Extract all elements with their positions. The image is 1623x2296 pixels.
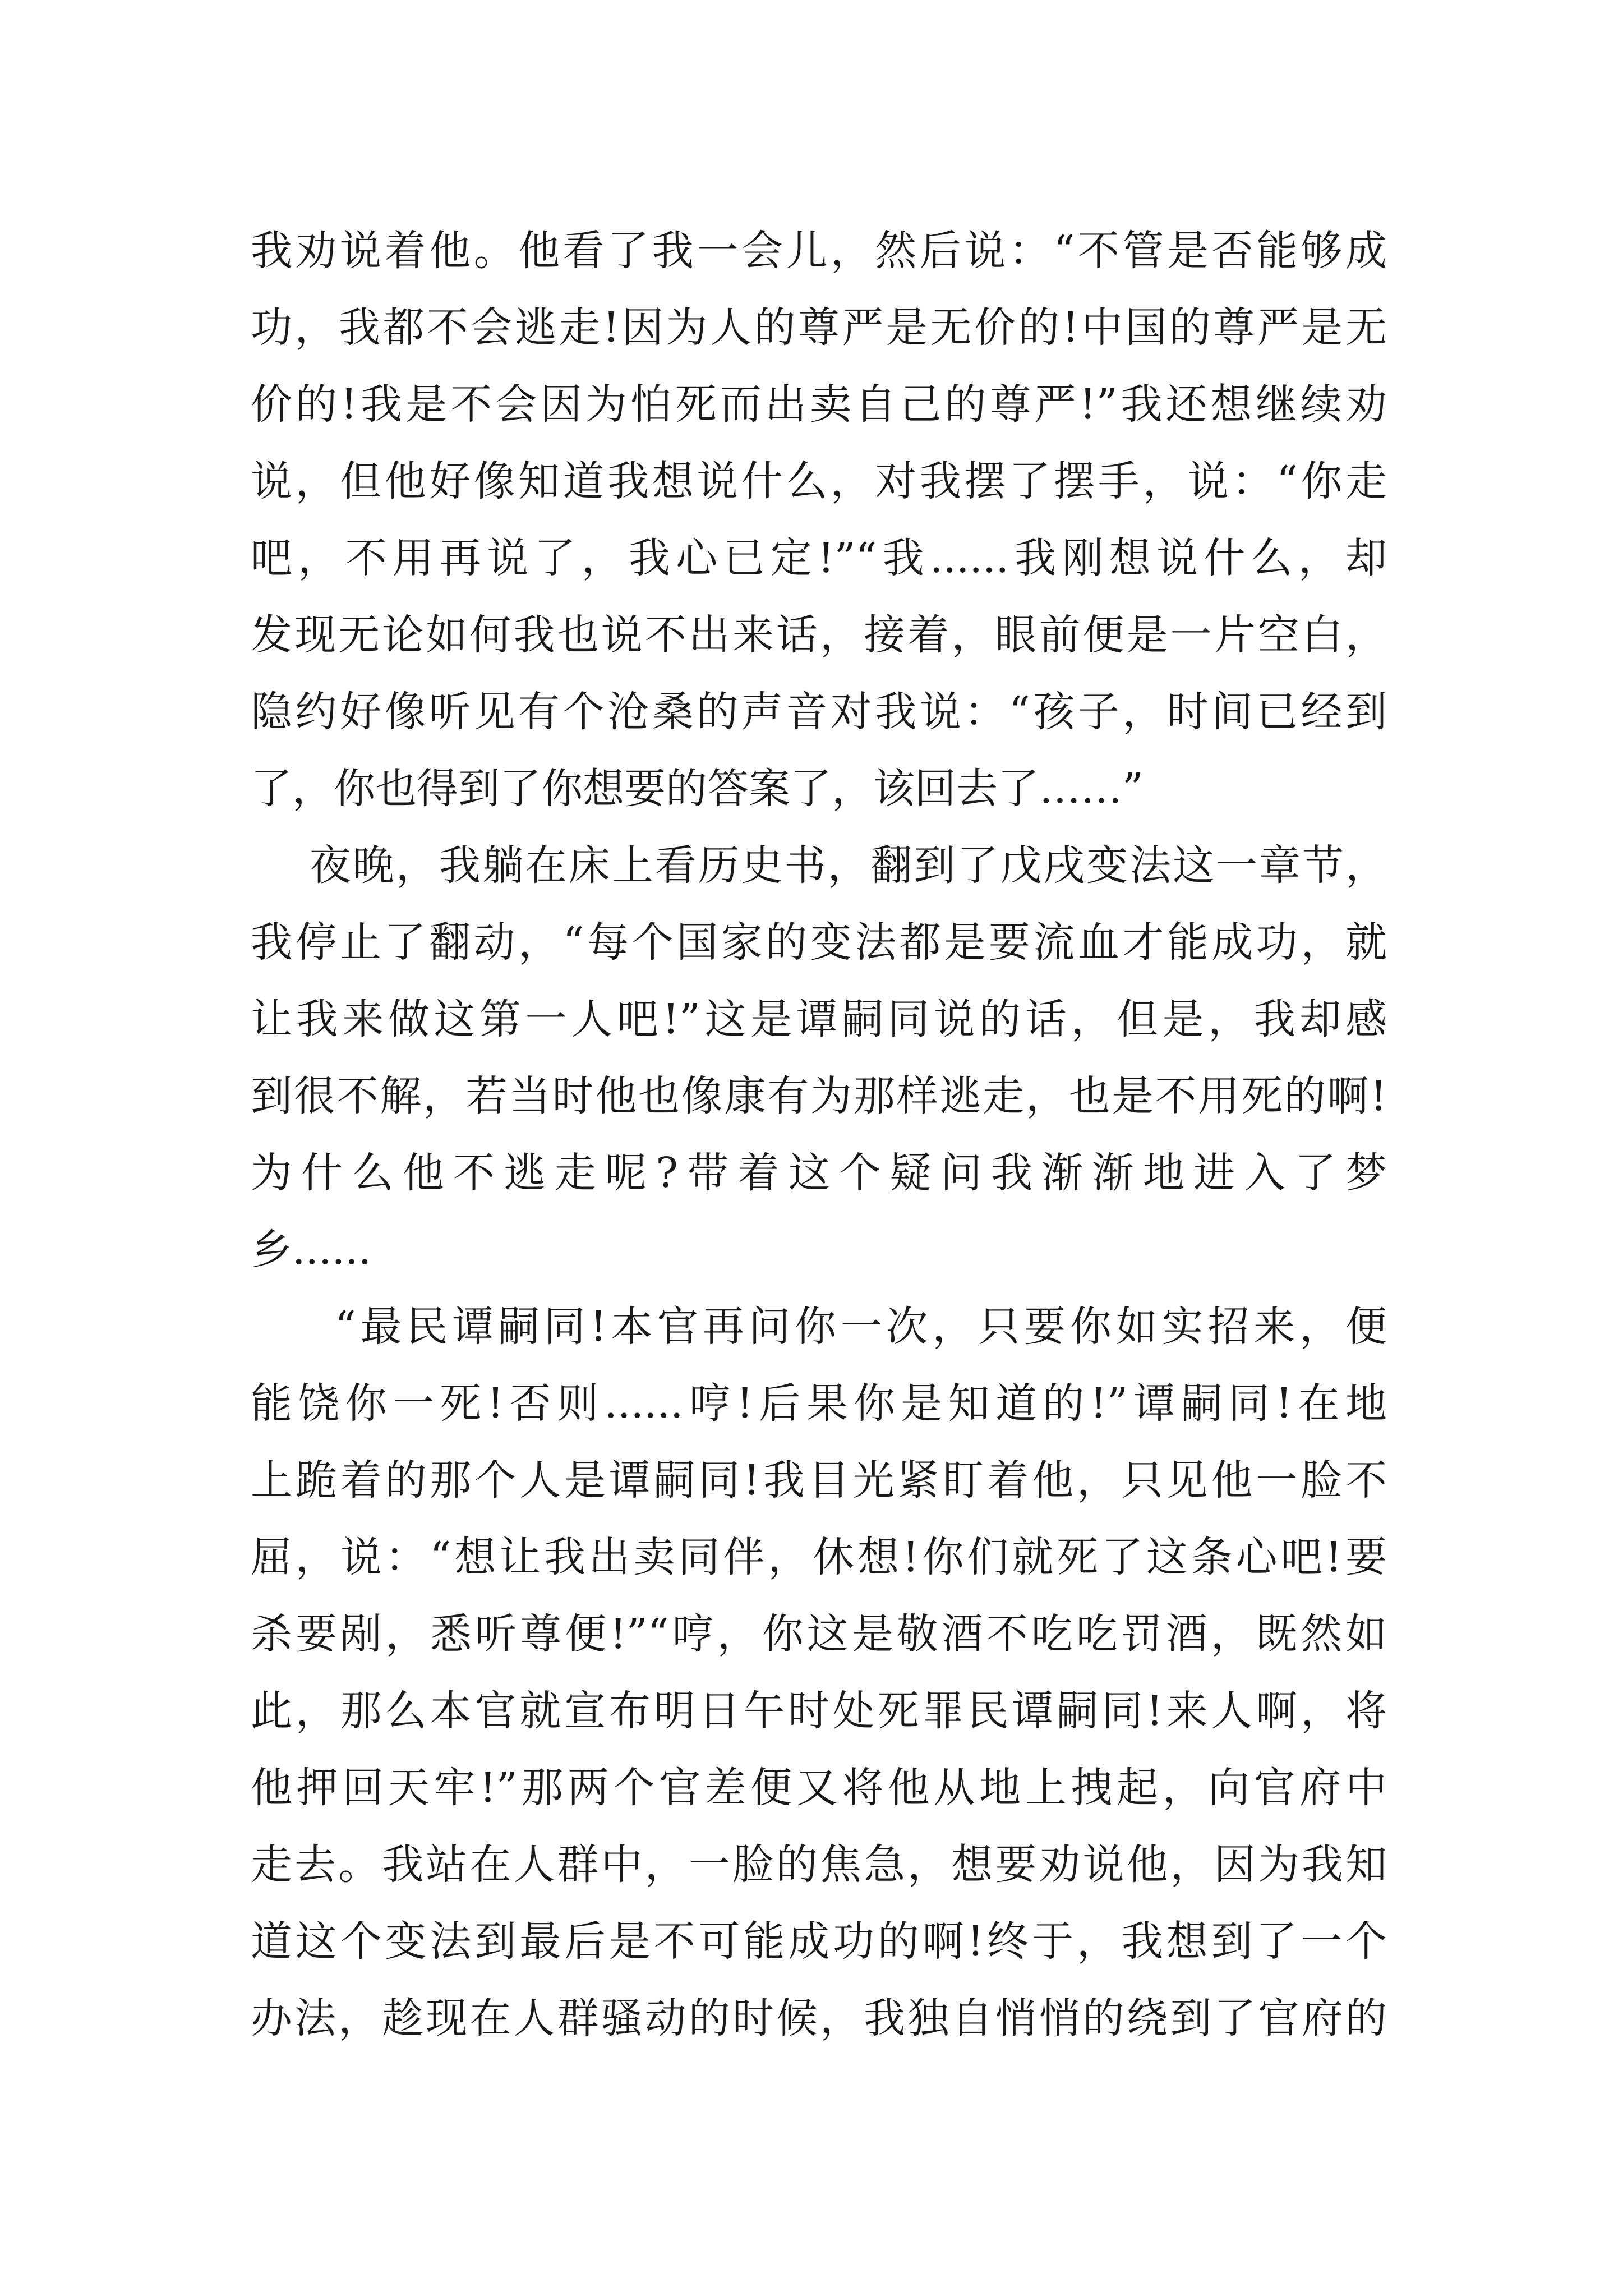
text-line: 发现无论如何我也说不出来话，接着，眼前便是一片空白， bbox=[251, 611, 1387, 659]
text-line: 杀要剐，悉听尊便!”“哼，你这是敬酒不吃吃罚酒，既然如 bbox=[251, 1610, 1387, 1658]
paragraph-1 bbox=[251, 213, 1387, 827]
text-line: 我停止了翻动，“每个国家的变法都是要流血才能成功，就 bbox=[251, 918, 1387, 967]
text-line: 道这个变法到最后是不可能成功的啊!终于，我想到了一个 bbox=[251, 1917, 1387, 1966]
text-line: 他押回天牢!”那两个官差便又将他从地上拽起，向官府中 bbox=[251, 1764, 1387, 1812]
text-line: “最民谭嗣同!本官再问你一次，只要你如实招来，便 bbox=[335, 1303, 1387, 1351]
text-line: 屈，说：“想让我出卖同伴，休想!你们就死了这条心吧!要 bbox=[251, 1533, 1387, 1581]
text-line: 说，但他好像知道我想说什么，对我摆了摆手，说：“你走 bbox=[251, 457, 1387, 505]
text-line: 隐约好像听见有个沧桑的声音对我说：“孩子，时间已经到 bbox=[251, 688, 1387, 736]
text-line: 乡...... bbox=[251, 1226, 372, 1274]
text-line: 此，那么本官就宣布明日午时处死罪民谭嗣同!来人啊，将 bbox=[251, 1687, 1387, 1735]
paragraph-3 bbox=[251, 1289, 1387, 2057]
text-line: 夜晚，我躺在床上看历史书，翻到了戊戌变法这一章节， bbox=[310, 841, 1387, 890]
text-line: 价的!我是不会因为怕死而出卖自己的尊严!”我还想继续劝 bbox=[251, 380, 1387, 429]
body-text bbox=[251, 213, 1387, 2057]
text-line: 吧，不用再说了，我心已定!”“我......我刚想说什么，却 bbox=[251, 534, 1387, 582]
text-line: 让我来做这第一人吧!”这是谭嗣同说的话，但是，我却感 bbox=[251, 995, 1387, 1043]
text-line: 办法，趁现在人群骚动的时候，我独自悄悄的绕到了官府的 bbox=[251, 1994, 1387, 2042]
text-line: 上跪着的那个人是谭嗣同!我目光紧盯着他，只见他一脸不 bbox=[251, 1456, 1387, 1504]
text-line: 我劝说着他。他看了我一会儿，然后说：“不管是否能够成 bbox=[251, 227, 1387, 275]
text-line: 功，我都不会逃走!因为人的尊严是无价的!中国的尊严是无 bbox=[251, 303, 1387, 352]
text-line: 走去。我站在人群中，一脸的焦急，想要劝说他，因为我知 bbox=[251, 1841, 1387, 1889]
text-line: 能饶你一死!否则......哼!后果你是知道的!”谭嗣同!在地 bbox=[251, 1379, 1387, 1428]
text-line: 到很不解，若当时他也像康有为那样逃走，也是不用死的啊! bbox=[251, 1072, 1387, 1120]
text-line: 了，你也得到了你想要的答案了，该回去了……” bbox=[251, 765, 1144, 813]
paragraph-2 bbox=[251, 827, 1387, 1289]
text-line: 为什么他不逃走呢?带着这个疑问我渐渐地进入了梦 bbox=[251, 1149, 1387, 1197]
